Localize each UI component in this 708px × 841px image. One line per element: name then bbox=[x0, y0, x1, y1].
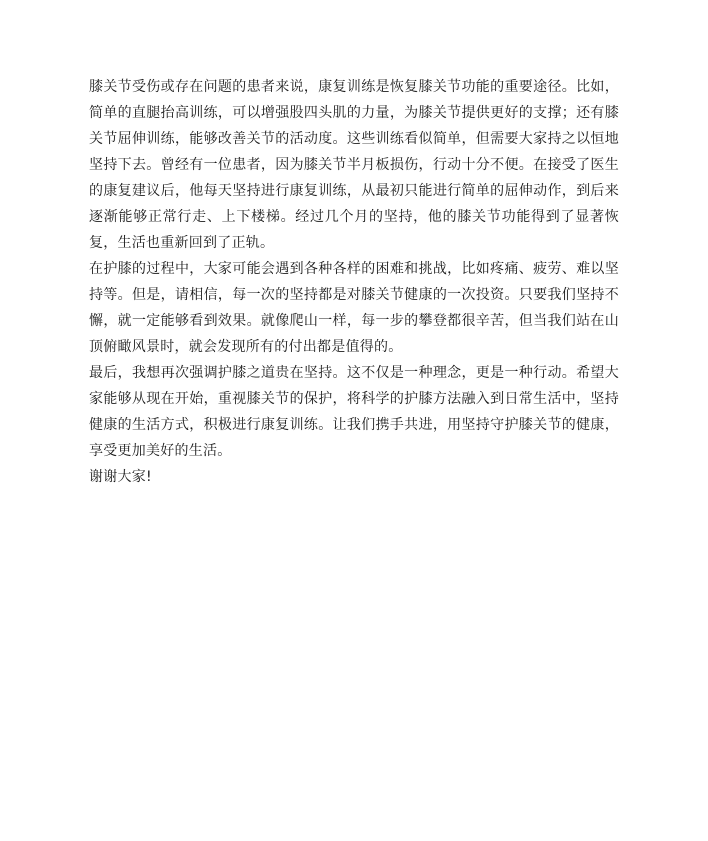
paragraph-rehab-training: 膝关节受伤或存在问题的患者来说，康复训练是恢复膝关节功能的重要途径。比如，简单的直腿抬高训练，可以增强股四头肌的力量，为膝关节提供更好的支撑；还有膝关节屈伸训练，能够改善关节的活动度。这些训练看似简单，但需要大家持之以恒地坚持下去。曾经有一位患者，因为膝关节半月板损伤，行动十分不便。在接受了医生的康复建议后，他每天坚持进行康复训练，从最初只能进行简单的屈伸动作，到后来逐渐能够正常行走、上下楼梯。经过几个月的坚持，他的膝关节功能得到了显著恢复，生活也重新回到了正轨。 bbox=[89, 79, 619, 251]
document-body bbox=[89, 74, 619, 490]
paragraph-persistence: 在护膝的过程中，大家可能会遇到各种各样的困难和挑战，比如疼痛、疲劳、难以坚持等。但是，请相信，每一次的坚持都是对膝关节健康的一次投资。只要我们坚持不懈，就一定能够看到效果。就像爬山一样，每一步的攀登都很辛苦，但当我们站在山顶俯瞰风景时，就会发现所有的付出都是值得的。 bbox=[89, 261, 619, 355]
paragraph-thanks: 谢谢大家! bbox=[89, 469, 152, 485]
paragraph-conclusion: 最后，我想再次强调护膝之道贵在坚持。这不仅是一种理念，更是一种行动。希望大家能够从现在开始，重视膝关节的保护，将科学的护膝方法融入到日常生活中，坚持健康的生活方式，积极进行康复训练。让我们携手共进，用坚持守护膝关节的健康，享受更加美好的生活。 bbox=[89, 365, 619, 459]
